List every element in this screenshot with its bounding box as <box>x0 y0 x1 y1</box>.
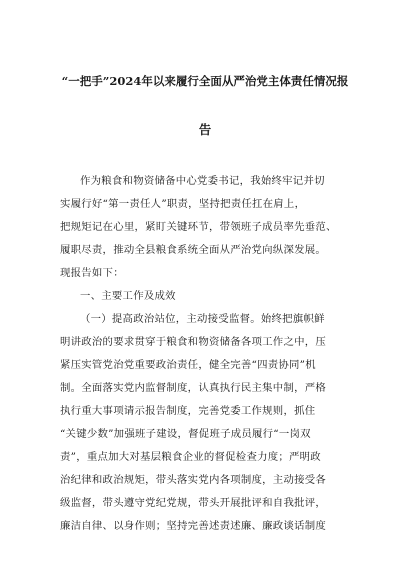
body-line: 执行重大事项请示报告制度，完善党委工作规则，抓住 <box>60 405 316 417</box>
body-line: “关键少数”加强班子建设，督促班子成员履行“一岗双 <box>60 428 311 440</box>
intro-line: 把规矩记在心里，紧盯关键环节，带领班子成员率先垂范、 <box>60 221 337 233</box>
section-heading <box>60 285 350 308</box>
intro-line: 现报告如下： <box>60 267 124 279</box>
body-line: 紧压实管党治党重要政治责任，健全完善“四责协同”机 <box>60 359 316 371</box>
body-paragraph <box>60 308 350 538</box>
body-line: 责”，重点加大对基层粮食企业的督促检查力度；严明政 <box>60 451 321 463</box>
body-line: 治纪律和政治规矩，带头落实党内各项制度，主动接受各 <box>60 474 327 486</box>
document-title-line-1: “一把手”2024年以来履行全面从严治党主体责任情况报 <box>61 74 349 88</box>
intro-paragraph <box>60 170 350 285</box>
intro-line: 作为粮食和物资储备中心党委书记，我始终牢记并切 <box>80 175 325 187</box>
intro-line: 实履行好“第一责任人”职责，坚持把责任扛在肩上， <box>60 198 306 210</box>
body-line: 廉洁自律、以身作则；坚持完善述责述廉、廉政谈话制度 <box>60 520 327 532</box>
body-line: （一）提高政治站位，主动接受监督。始终把旗帜鲜 <box>80 313 325 325</box>
body-line: 制。全面落实党内监督制度，认真执行民主集中制，严格 <box>60 382 327 394</box>
body-line: 级监督，带头遵守党纪党规，带头开展批评和自我批评， <box>60 497 327 509</box>
document-title-line-2: 告 <box>198 122 212 137</box>
intro-line: 履职尽责，推动全县粮食系统全面从严治党向纵深发展。 <box>60 244 327 256</box>
section-heading-text: 一、主要工作及成效 <box>80 290 176 302</box>
body-line: 明讲政治的要求贯穿于粮食和物资储备各项工作之中，压 <box>60 336 327 348</box>
